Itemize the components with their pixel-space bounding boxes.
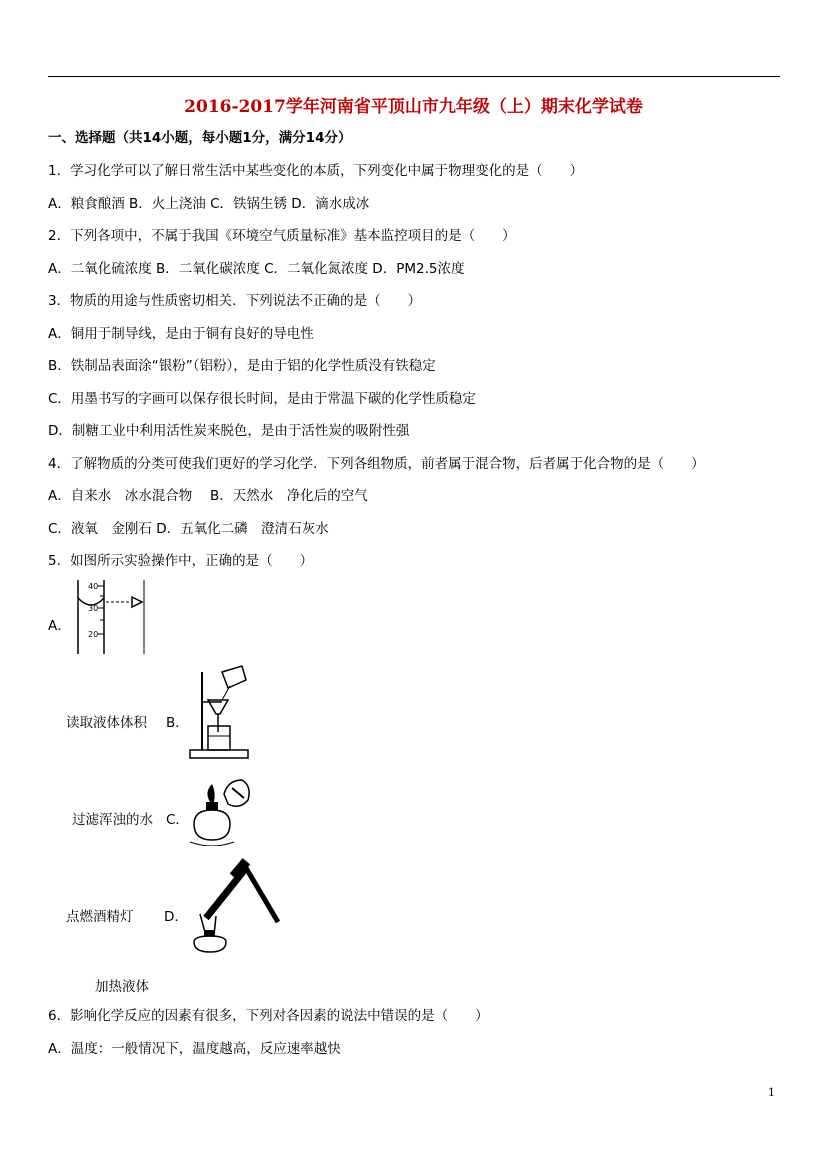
alcohol-lamp-figure: [186, 774, 256, 846]
q5-option-b-caption: 过滤浑浊的水: [72, 812, 153, 828]
question-2: 2．下列各项中，不属于我国《环境空气质量标准》基本监控项目的是（ ）: [48, 228, 516, 244]
tick-40: 40: [88, 582, 99, 591]
q5-option-d-label: D．: [164, 909, 188, 925]
heating-tube-figure: [186, 858, 282, 958]
question-3: 3．物质的用途与性质密切相关．下列说法不正确的是（ ）: [48, 293, 422, 309]
tick-20: 20: [88, 630, 99, 639]
question-6-option-a: A．温度：一般情况下，温度越高，反应速率越快: [48, 1041, 341, 1057]
q5-option-d-caption: 加热液体: [95, 979, 149, 995]
question-3-option-d: D．制糖工业中利用活性炭来脱色，是由于活性炭的吸附性强: [48, 423, 410, 439]
q5-option-b-label: B．: [166, 715, 189, 731]
question-3-option-a: A．铜用于制导线，是由于铜有良好的导电性: [48, 326, 314, 342]
header-rule: [48, 76, 780, 77]
q5-option-c-label: C．: [166, 812, 189, 828]
question-4-options-ab: A．自来水 冰水混合物 B．天然水 净化后的空气: [48, 488, 368, 504]
page-number: 1: [768, 1086, 775, 1099]
question-4-options-cd: C．液氧 金刚石 D．五氧化二磷 澄清石灰水: [48, 521, 329, 537]
question-1-options: A．粮食酿酒 B．火上浇油 C．铁锅生锈 D．滴水成冰: [48, 196, 370, 212]
question-3-option-c: C．用墨书写的字画可以保存很长时间，是由于常温下碳的化学性质稳定: [48, 391, 476, 407]
q5-option-a-caption: 读取液体体积: [66, 715, 147, 731]
q5-option-a-label: A．: [48, 618, 71, 634]
question-2-options: A．二氧化硫浓度 B．二氧化碳浓度 C．二氧化氮浓度 D．PM2.5浓度: [48, 261, 465, 277]
section-heading: 一、选择题（共14小题，每小题1分，满分14分）: [48, 130, 352, 146]
exam-title: 2016-2017学年河南省平顶山市九年级（上）期末化学试卷: [184, 97, 643, 117]
question-5: 5．如图所示实验操作中，正确的是（ ）: [48, 553, 314, 569]
question-4: 4．了解物质的分类可使我们更好的学习化学．下列各组物质，前者属于混合物，后者属于化合物的是（ ）: [48, 456, 705, 472]
question-3-option-b: B．铁制品表面涂“银粉”（铝粉），是由于铝的化学性质没有铁稳定: [48, 358, 436, 374]
question-1: 1．学习化学可以了解日常生活中某些变化的本质，下列变化中属于物理变化的是（ ）: [48, 163, 584, 179]
tick-30: 30: [88, 604, 99, 613]
measuring-cylinder-figure: [70, 578, 150, 656]
q5-option-c-caption: 点燃酒精灯: [66, 909, 134, 925]
question-6: 6．影响化学反应的因素有很多，下列对各因素的说法中错误的是（ ）: [48, 1008, 489, 1024]
filtration-figure: [188, 662, 250, 762]
